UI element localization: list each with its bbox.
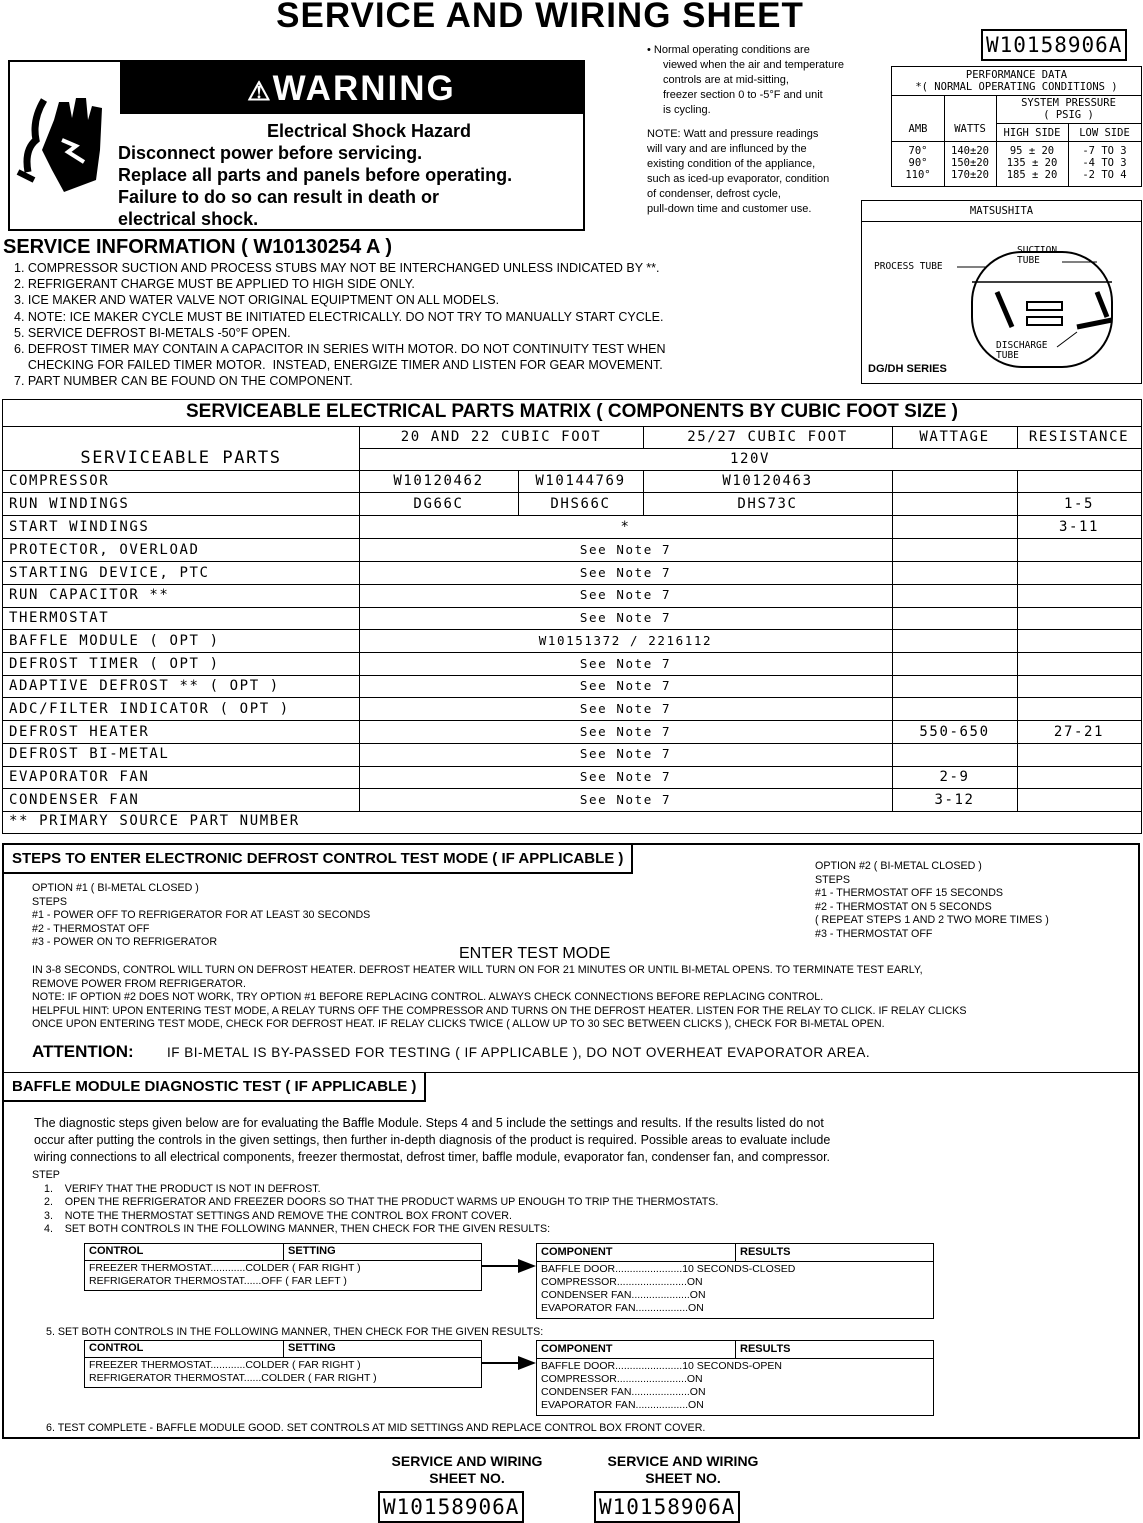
matrix-cell: DHS66C: [550, 496, 611, 512]
service-info-title: SERVICE INFORMATION ( W10130254 A ): [3, 236, 392, 258]
matrix-cell: 1-5: [1063, 496, 1095, 512]
label-line: TUBE: [1017, 255, 1040, 266]
perf-cell: 70°: [908, 145, 928, 157]
service-info-item: 3. ICE MAKER AND WATER VALVE NOT ORIGINAL EQUIPTMENT ON ALL MODELS.: [14, 293, 500, 308]
baffle-intro: [34, 1115, 830, 1166]
step5-results-table: [536, 1340, 934, 1416]
option2-block: [815, 860, 1049, 941]
body-line: HELPFUL HINT: UPON ENTERING TEST MODE, A RELAY TURNS OFF THE COMPRESSOR AND TURNS ON THE DEFROST HEATER. LISTEN FOR THE RELAY TO CLICK. IF RELAY CLICKS: [32, 1004, 967, 1017]
perf-psig: ( PSIG ): [1043, 109, 1094, 121]
arrow-right-icon: [482, 1355, 537, 1371]
step-line: 2. OPEN THE REFRIGERATOR AND FREEZER DOORS SO THAT THE PRODUCT WARMS UP ENOUGH TO TRIP THE THERMOSTATS.: [44, 1196, 719, 1208]
note-line: existing condition of the appliance,: [647, 158, 816, 170]
perf-title: PERFORMANCE DATA: [965, 69, 1068, 81]
matrix-row-name: ADC/FILTER INDICATOR ( OPT ): [9, 700, 290, 717]
matrix-cell: W10120462: [393, 473, 484, 489]
warning-line: Replace all parts and panels before operating.: [118, 165, 513, 185]
warning-text: [118, 120, 580, 230]
discharge-tube-label: [996, 341, 1047, 361]
matrix-col-20: 20 AND 22 CUBIC FOOT: [400, 429, 602, 445]
option-line: #3 - POWER ON TO REFRIGERATOR: [32, 936, 218, 948]
matrix-cell: 27-21: [1053, 723, 1105, 740]
note-line: viewed when the air and temperature: [663, 59, 844, 71]
option-line: ( REPEAT STEPS 1 AND 2 TWO MORE TIMES ): [815, 914, 1049, 926]
perf-cell: 150±20: [951, 157, 989, 169]
service-info-item: 5. SERVICE DEFROST BI-METALS -50°F OPEN.: [14, 325, 291, 340]
perf-high-col: [996, 145, 1068, 181]
option-line: #1 - THERMOSTAT OFF 15 SECONDS: [815, 887, 1004, 899]
matrix-voltage: 120V: [729, 451, 771, 467]
matrix-cell: See Note 7: [579, 769, 672, 784]
matrix-cell: See Note 7: [579, 746, 672, 762]
service-info-list: [14, 260, 665, 390]
matrix-cell: DG66C: [413, 496, 464, 512]
table-row: EVAPORATOR FAN..................ON: [541, 1302, 704, 1314]
matrix-cell: See Note 7: [579, 564, 672, 580]
shock-hazard-icon: [14, 80, 114, 210]
step-label: STEP: [32, 1169, 60, 1181]
step5-text: 5. SET BOTH CONTROLS IN THE FOLLOWING MANNER, THEN CHECK FOR THE GIVEN RESULTS:: [46, 1326, 544, 1338]
test-mode-body: [32, 964, 967, 1032]
matrix-title: SERVICEABLE ELECTRICAL PARTS MATRIX ( COMPONENTS BY CUBIC FOOT SIZE ): [185, 401, 958, 422]
warning-header: ⚠WARNING: [120, 62, 583, 114]
perf-cell: 140±20: [951, 145, 989, 157]
matrix-cell: See Note 7: [579, 655, 672, 671]
table-row: BAFFLE DOOR.......................10 SECONDS-OPEN: [541, 1360, 782, 1372]
matrix-row-name: ADAPTIVE DEFROST ** ( OPT ): [9, 678, 280, 695]
matrix-cell: 550-650: [919, 723, 990, 740]
footer-line: SHEET NO.: [429, 1470, 505, 1486]
option-line: #1 - POWER OFF TO REFRIGERATOR FOR AT LEAST 30 SECONDS: [32, 909, 371, 921]
parts-matrix: [2, 399, 1142, 834]
matrix-cell: See Note 7: [579, 700, 672, 716]
matrix-cell: 2-9: [939, 769, 970, 785]
table-row: COMPRESSOR........................ON: [541, 1276, 703, 1288]
table-header: SETTING: [288, 1245, 336, 1257]
matrix-row-name: DEFROST BI-METAL: [9, 746, 170, 763]
baffle-steps: [32, 1169, 718, 1237]
matrix-footer: ** PRIMARY SOURCE PART NUMBER: [9, 813, 300, 829]
enter-test-mode: ENTER TEST MODE: [459, 945, 611, 962]
table-header: COMPONENT: [541, 1343, 613, 1355]
perf-low-col: [1068, 145, 1141, 181]
table-header: COMPONENT: [541, 1246, 613, 1258]
perf-cell: -4 TO 3: [1082, 157, 1127, 169]
page-title: SERVICE AND WIRING SHEET: [276, 0, 804, 35]
footer-line: SHEET NO.: [645, 1470, 721, 1486]
warning-box: [8, 60, 585, 231]
matrix-col-25: 25/27 CUBIC FOOT: [687, 429, 848, 445]
note-line: controls are at mid-sitting,: [663, 74, 789, 86]
matrix-cell: W10151372 / 2216112: [538, 632, 713, 648]
matrix-row-name: CONDENSER FAN: [9, 791, 140, 808]
compressor-series: DG/DH SERIES: [868, 363, 947, 375]
perf-cell: 135 ± 20: [1006, 157, 1058, 169]
note-line: NOTE: Watt and pressure readings: [647, 128, 819, 140]
test-mode-header: STEPS TO ENTER ELECTRONIC DEFROST CONTROL TEST MODE ( IF APPLICABLE ): [4, 845, 633, 874]
matrix-row-name: THERMOSTAT: [9, 610, 110, 627]
perf-cell: 185 ± 20: [1006, 169, 1058, 181]
matrix-cell: W10144769: [535, 473, 626, 489]
perf-cell: 90°: [908, 157, 928, 169]
note-line: • Normal operating conditions are: [647, 44, 810, 56]
body-line: IN 3-8 SECONDS, CONTROL WILL TURN ON DEFROST HEATER. DEFROST HEATER WILL TURN ON FOR 21 MINUTES OR UNTIL BI-METAL OPENS. TO TERMINATE TEST EARLY,: [32, 964, 923, 976]
matrix-row-name: START WINDINGS: [9, 519, 150, 535]
matrix-cell: See Note 7: [579, 610, 672, 626]
step6-text: 6. TEST COMPLETE - BAFFLE MODULE GOOD. SET CONTROLS AT MID SETTINGS AND REPLACE CONTROL BOX FRONT COVER.: [46, 1422, 706, 1434]
test-procedures: [2, 843, 1140, 1439]
note-line: is cycling.: [663, 104, 711, 116]
table-row: COMPRESSOR........................ON: [541, 1373, 703, 1385]
matrix-cell: W10120463: [722, 473, 813, 489]
doc-number-footer-right: W10158906A: [594, 1491, 740, 1523]
matrix-row-name: EVAPORATOR FAN: [9, 769, 150, 785]
service-info-item: CHECKING FOR FAILED TIMER MOTOR. INSTEAD, ENERGIZE TIMER AND LISTEN FOR GEAR MOVEMENT.: [14, 358, 663, 373]
matrix-row-name: COMPRESSOR: [9, 473, 110, 489]
step5-control-table: [84, 1340, 482, 1388]
perf-high-header: HIGH SIDE: [1003, 127, 1061, 139]
table-row: CONDENSER FAN....................ON: [541, 1386, 706, 1398]
table-header: CONTROL: [89, 1342, 144, 1354]
matrix-row-name: RUN CAPACITOR **: [9, 587, 170, 604]
perf-amb-col: [892, 145, 944, 181]
matrix-row-name: PROTECTOR, OVERLOAD: [9, 542, 200, 558]
matrix-cell: 3-11: [1058, 519, 1100, 535]
compressor-diagram: [861, 200, 1142, 384]
matrix-cell: 3-12: [934, 791, 975, 808]
perf-cell: 110°: [905, 169, 931, 181]
perf-sys-pressure: SYSTEM PRESSURE: [1021, 97, 1116, 109]
intro-line: The diagnostic steps given below are for evaluating the Baffle Module. Steps 4 and 5 include the settings and results. If the results listed do not: [34, 1116, 824, 1130]
compressor-brand: MATSUSHITA: [969, 205, 1034, 217]
arrow-right-icon: [482, 1258, 537, 1274]
matrix-cell: See Note 7: [579, 678, 672, 694]
suction-tube-label: [1017, 246, 1057, 266]
performance-data-table: [891, 66, 1142, 187]
table-row: BAFFLE DOOR.......................10 SECONDS-CLOSED: [541, 1263, 796, 1275]
body-line: REMOVE POWER FROM REFRIGERATOR.: [32, 977, 246, 990]
table-row: FREEZER THERMOSTAT............COLDER ( FAR RIGHT ): [89, 1262, 361, 1274]
footer-line: SERVICE AND WIRING: [391, 1453, 543, 1469]
process-tube-label: PROCESS TUBE: [874, 261, 943, 272]
matrix-row-name: STARTING DEVICE, PTC: [9, 564, 210, 581]
step-line: 4. SET BOTH CONTROLS IN THE FOLLOWING MANNER, THEN CHECK FOR THE GIVEN RESULTS:: [44, 1223, 551, 1235]
matrix-row-name: DEFROST HEATER: [9, 723, 150, 740]
option-line: OPTION #2 ( BI-METAL CLOSED ): [815, 860, 982, 872]
note-line: such as iced-up evaporator, condition: [647, 173, 830, 185]
step-line: 1. VERIFY THAT THE PRODUCT IS NOT IN DEFROST.: [44, 1182, 321, 1195]
warning-line: Electrical Shock Hazard: [266, 121, 472, 141]
perf-cell: -7 TO 3: [1082, 145, 1127, 157]
label-line: DISCHARGE: [996, 340, 1048, 351]
footer-label-left: [372, 1453, 562, 1487]
note-line: will vary and are influnced by the: [647, 143, 807, 155]
body-line: NOTE: IF OPTION #2 DOES NOT WORK, TRY OPTION #1 BEFORE REPLACING CONTROL. ALWAYS CHECK CONNECTIONS BEFORE REPLACING CONTROL.: [32, 991, 824, 1003]
table-row: EVAPORATOR FAN..................ON: [541, 1399, 704, 1411]
table-row: CONDENSER FAN....................ON: [541, 1289, 706, 1301]
footer-label-right: [588, 1453, 778, 1487]
perf-watts-col: [944, 145, 996, 181]
intro-line: wiring connections to all electrical components, freezer thermostat, defrost timer, baffle module, evaporator fan, condenser fan, and compressor.: [34, 1150, 831, 1164]
intro-line: occur after putting the controls in the given settings, then further in-depth diagnosis of the product is required. Possible areas to evaluate include: [34, 1133, 831, 1147]
option-line: #3 - THERMOSTAT OFF: [815, 927, 933, 940]
step4-results-table: [536, 1243, 934, 1319]
table-header: SETTING: [288, 1342, 336, 1354]
perf-cell: -2 TO 4: [1082, 169, 1127, 181]
option1-block: [32, 882, 370, 950]
perf-low-header: LOW SIDE: [1079, 127, 1130, 139]
matrix-row-name: DEFROST TIMER ( OPT ): [9, 655, 220, 672]
baffle-header: BAFFLE MODULE DIAGNOSTIC TEST ( IF APPLICABLE ): [4, 1073, 426, 1102]
matrix-col-wattage: WATTAGE: [919, 429, 990, 445]
matrix-cell: *: [620, 519, 631, 535]
matrix-cell: See Note 7: [579, 723, 672, 739]
table-header: RESULTS: [740, 1246, 791, 1258]
service-info-item: 1. COMPRESSOR SUCTION AND PROCESS STUBS MAY NOT BE INTERCHANGED UNLESS INDICATED BY **.: [14, 261, 660, 275]
matrix-row-name: BAFFLE MODULE ( OPT ): [9, 632, 220, 649]
table-header: RESULTS: [740, 1343, 791, 1355]
perf-cell: 170±20: [951, 169, 989, 181]
watt-pressure-note: [647, 127, 829, 217]
table-row: REFRIGERATOR THERMOSTAT......OFF ( FAR LEFT ): [89, 1275, 347, 1287]
note-line: freezer section 0 to -5°F and unit: [663, 89, 823, 101]
option-line: STEPS: [815, 873, 851, 886]
note-line: of condenser, defrost cycle,: [647, 188, 781, 200]
doc-number-footer-left: W10158906A: [378, 1491, 524, 1523]
warning-line: Disconnect power before servicing.: [118, 143, 423, 163]
matrix-parts-header: SERVICEABLE PARTS: [80, 448, 282, 468]
label-line: SUCTION: [1017, 245, 1058, 256]
footer-line: SERVICE AND WIRING: [607, 1453, 759, 1469]
option-line: #2 - THERMOSTAT ON 5 SECONDS: [815, 900, 992, 913]
attention-text: IF BI-METAL IS BY-PASSED FOR TESTING ( IF APPLICABLE ), DO NOT OVERHEAT EVAPORATOR AREA.: [167, 1045, 871, 1060]
label-line: TUBE: [996, 350, 1019, 361]
option-line: OPTION #1 ( BI-METAL CLOSED ): [32, 882, 199, 894]
step4-control-table: [84, 1243, 482, 1291]
matrix-cell: See Note 7: [579, 587, 672, 603]
table-row: FREEZER THERMOSTAT............COLDER ( FAR RIGHT ): [89, 1359, 361, 1371]
service-info-item: 2. REFRIGERANT CHARGE MUST BE APPLIED TO HIGH SIDE ONLY.: [14, 277, 415, 292]
doc-number-top: W10158906A: [981, 29, 1127, 61]
warning-line: Failure to do so can result in death or: [118, 187, 440, 207]
step-line: 3. NOTE THE THERMOSTAT SETTINGS AND REMOVE THE CONTROL BOX FRONT COVER.: [44, 1209, 512, 1222]
service-info-item: 4. NOTE: ICE MAKER CYCLE MUST BE INITIATED ELECTRICALLY. DO NOT TRY TO MANUALLY START CYCLE.: [14, 309, 664, 324]
matrix-cell: See Note 7: [579, 791, 672, 807]
body-line: ONCE UPON ENTERING TEST MODE, CHECK FOR DEFROST HEAT. IF RELAY CLICKS TWICE ( ALLOW UP TO 30 SEC BETWEEN CLICKS ), CHECK FOR BI-METAL OPEN.: [32, 1018, 885, 1030]
warning-line: electrical shock.: [118, 209, 259, 229]
matrix-row-name: RUN WINDINGS: [9, 496, 130, 512]
option-line: #2 - THERMOSTAT OFF: [32, 922, 150, 935]
option-line: STEPS: [32, 895, 68, 908]
warning-triangle-icon: ⚠: [247, 76, 273, 106]
attention-label: ATTENTION:: [32, 1042, 134, 1061]
normal-conditions-note: [647, 43, 844, 118]
service-info-item: 7. PART NUMBER CAN BE FOUND ON THE COMPONENT.: [14, 374, 353, 389]
matrix-col-resistance: RESISTANCE: [1028, 429, 1130, 445]
perf-subtitle: *( NORMAL OPERATING CONDITIONS ): [915, 81, 1118, 93]
perf-watts-header: WATTS: [954, 123, 986, 135]
service-info-item: 6. DEFROST TIMER MAY CONTAIN A CAPACITOR IN SERIES WITH MOTOR. DO NOT CONTINUITY TEST WHEN: [14, 342, 666, 357]
perf-cell: 95 ± 20: [1009, 145, 1055, 157]
table-row: REFRIGERATOR THERMOSTAT......COLDER ( FAR RIGHT ): [89, 1372, 377, 1384]
note-line: pull-down time and customer use.: [647, 203, 812, 215]
matrix-cell: See Note 7: [579, 542, 672, 557]
matrix-cell: DHS73C: [737, 496, 798, 512]
table-header: CONTROL: [89, 1245, 144, 1257]
perf-amb-header: AMB: [908, 123, 928, 135]
